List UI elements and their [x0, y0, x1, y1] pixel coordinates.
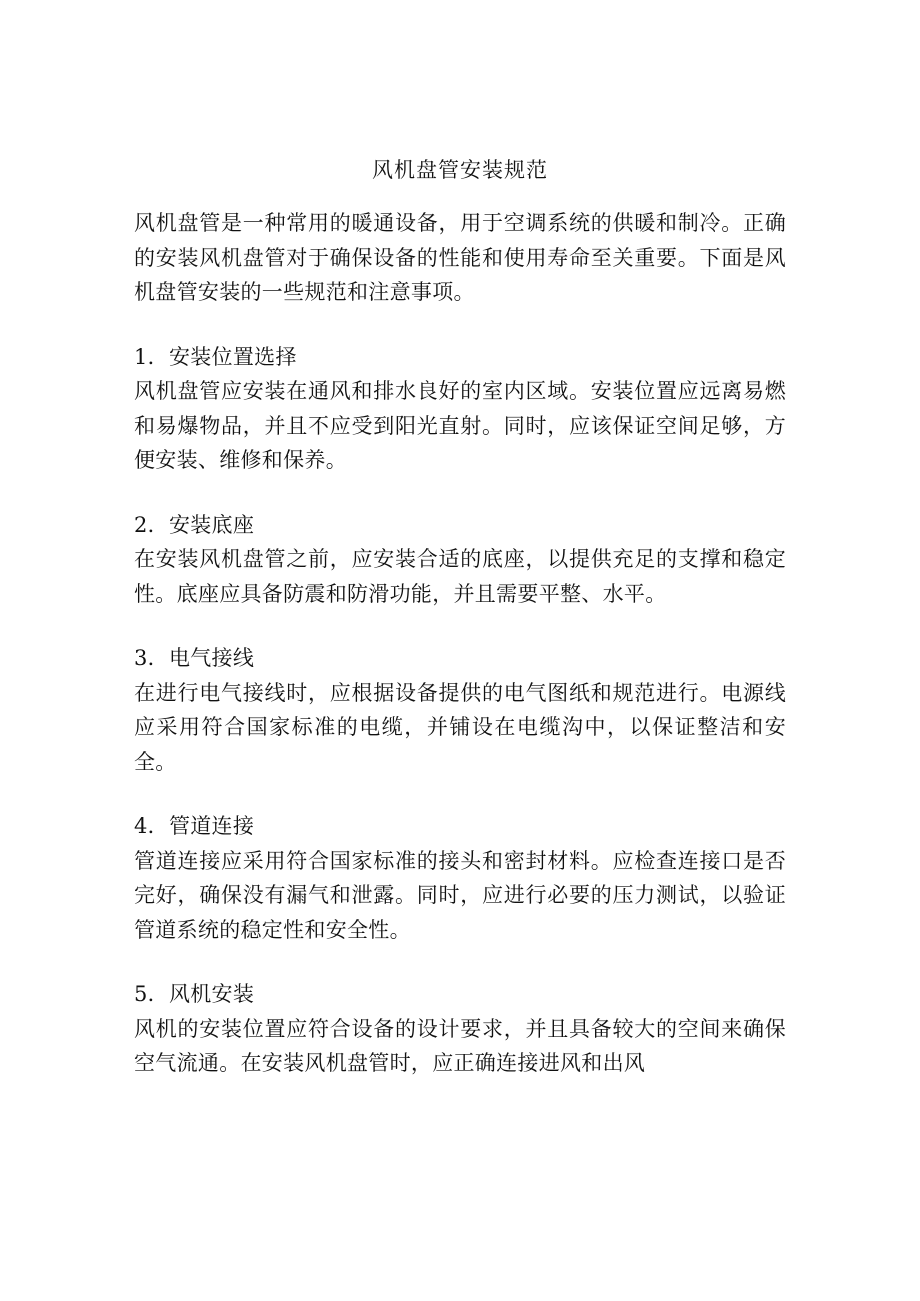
- section-heading: 5．风机安装: [134, 982, 255, 1006]
- section-heading: 4．管道连接: [134, 814, 255, 838]
- section-electrical-wiring: [134, 641, 786, 779]
- section-heading: 2．安装底座: [134, 512, 255, 537]
- section-installation-location: [134, 340, 786, 478]
- section-paragraph: 风机的安装位置应符合设备的设计要求，并且具备较大的空间来确保空气流通。在安装风机盘管时，应正确连接进风和出风: [134, 1016, 786, 1075]
- section-paragraph: 在安装风机盘管之前，应安装合适的底座，以提供充足的支撑和稳定性。底座应具备防震和防滑功能，并且需要平整、水平。: [134, 547, 786, 606]
- section-heading: 1．安装位置选择: [134, 344, 297, 369]
- intro-paragraph: 风机盘管是一种常用的暖通设备，用于空调系统的供暖和制冷。正确的安装风机盘管对于确保设备的性能和使用寿命至关重要。下面是风机盘管安装的一些规范和注意事项。: [134, 211, 786, 304]
- section-fan-installation: [134, 977, 786, 1081]
- section-pipe-connection: [134, 809, 786, 947]
- section-paragraph: 风机盘管应安装在通风和排水良好的室内区域。安装位置应远离易燃和易爆物品，并且不应受到阳光直射。同时，应该保证空间足够，方便安装、维修和保养。: [134, 379, 786, 472]
- section-installation-base: [134, 508, 786, 612]
- document-body: [134, 206, 786, 1081]
- document-title: 风机盘管安装规范: [372, 158, 548, 182]
- section-heading: 3．电气接线: [134, 646, 255, 670]
- section-paragraph: 管道连接应采用符合国家标准的接头和密封材料。应检查连接口是否完好，确保没有漏气和泄露。同时，应进行必要的压力测试，以验证管道系统的稳定性和安全性。: [134, 848, 786, 942]
- section-paragraph: 在进行电气接线时，应根据设备提供的电气图纸和规范进行。电源线应采用符合国家标准的电缆，并铺设在电缆沟中，以保证整洁和安全。: [134, 680, 786, 774]
